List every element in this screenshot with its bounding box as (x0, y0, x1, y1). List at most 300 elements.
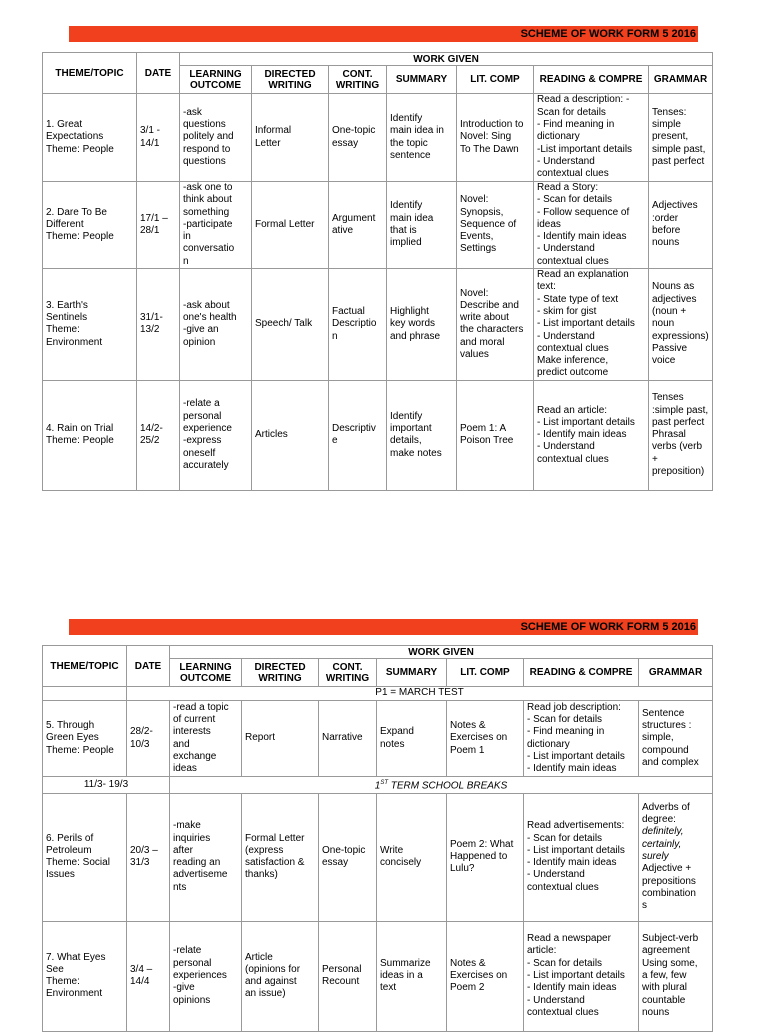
cell-lo (180, 380, 252, 490)
cell-line: concisely (380, 857, 422, 869)
cell-dw (252, 94, 329, 182)
cell-date (137, 269, 180, 381)
cell-line: simple, (642, 732, 674, 744)
cell-reading (524, 701, 639, 777)
cell-line: To The Dawn (460, 143, 519, 155)
cell-line: Environment (46, 336, 103, 348)
cell-line: - Identify main ideas (537, 231, 627, 243)
cell-line: Nouns as (652, 281, 695, 293)
cell-line: n (332, 330, 338, 342)
cell-line: Issues (46, 869, 75, 881)
cell-line: - List important details (537, 416, 635, 428)
cell-line: 6. Perils of (46, 832, 94, 844)
cell-line: and against (245, 976, 297, 988)
cell-lit (447, 701, 524, 777)
cell-line: -participate (183, 218, 233, 230)
cell-line: - List important details (527, 969, 625, 981)
cell-line: Read job description: (527, 701, 621, 713)
cell-line: text: (537, 281, 556, 293)
cell-line: definitely, (642, 826, 684, 838)
cell-line: thanks) (245, 869, 278, 881)
cell-line: personal (173, 957, 212, 969)
cell-lo (180, 269, 252, 381)
break-label (170, 777, 713, 794)
cell-line: - Understand (537, 330, 595, 342)
cell-line: ideas (537, 218, 561, 230)
cell-line: (express (245, 844, 284, 856)
cell-summary (387, 182, 457, 269)
cell-line: structures : (642, 720, 692, 732)
cell-line: Tenses (652, 392, 684, 404)
cell-grammar (649, 269, 713, 381)
cell-line: main idea in (390, 125, 444, 137)
cell-line: personal (183, 410, 222, 422)
cell-line: 28/2- (130, 726, 153, 738)
cell-summary (377, 701, 447, 777)
cell-line: present, (652, 131, 689, 143)
cell-reading (524, 793, 639, 921)
cell-line: expressions) (652, 330, 709, 342)
cell-line: dictionary (527, 738, 570, 750)
cell-reading (534, 182, 649, 269)
cell-line: interests (173, 726, 211, 738)
cell-line: 14/1 (140, 137, 160, 149)
cell-line: the topic (390, 137, 428, 149)
cell-line: contextual clues (537, 342, 609, 354)
cell-line: Adjective + (642, 863, 692, 875)
cell-line: -relate a (183, 398, 220, 410)
cell-line: One-topic (332, 125, 376, 137)
cell-line: sentence (390, 149, 431, 161)
cell-cw (319, 793, 377, 921)
cell-line: - skim for gist (537, 305, 597, 317)
cell-theme (43, 921, 127, 1031)
cell-line: compound (642, 744, 689, 756)
cell-lo (180, 182, 252, 269)
cell-date (137, 380, 180, 490)
cell-line: article: (527, 945, 557, 957)
cell-line: past perfect (652, 416, 705, 428)
cell-line: Phrasal (652, 429, 686, 441)
cell-line: politely and (183, 131, 234, 143)
cell-line: write about (460, 312, 509, 324)
cell-line: -ask one to (183, 182, 233, 193)
cell-lo (180, 94, 252, 182)
cell-line: ideas (173, 763, 197, 775)
cell-line: -make (173, 820, 201, 832)
cell-line: ideas in a (380, 969, 423, 981)
cell-line: Poem 1: A (460, 422, 507, 434)
cell-cw (329, 94, 387, 182)
cell-line: questions (183, 119, 226, 131)
scheme-table-2 (42, 645, 713, 1032)
cell-line: Identify (390, 410, 423, 422)
cell-line: - Scan for details (527, 832, 603, 844)
cell-line: 31/3 (130, 857, 150, 869)
cell-line: oneself (183, 447, 216, 459)
cell-line: Informal (255, 125, 292, 137)
cell-line: noun (652, 318, 675, 330)
cell-line: Different (46, 218, 84, 230)
cell-line: simple (652, 119, 681, 131)
cell-line: implied (390, 237, 422, 249)
cell-line: of current (173, 713, 216, 725)
cell-line: countable (642, 994, 686, 1006)
cell-line: after (173, 844, 194, 856)
cell-line: Green Eyes (46, 732, 99, 744)
break-label-text: TERM SCHOOL BREAKS (387, 780, 508, 792)
cell-line: 4. Rain on Trial (46, 422, 114, 434)
cell-grammar (649, 94, 713, 182)
cell-line: Theme: (46, 324, 80, 336)
header-summary: SUMMARY (387, 66, 457, 94)
cell-line: Speech/ Talk (255, 318, 313, 330)
cell-line: Tenses: (652, 106, 687, 118)
header-learning-outcome: LEARNING OUTCOME (180, 66, 252, 94)
cell-line: main idea (390, 212, 434, 224)
cell-line: Describe and (460, 299, 519, 311)
cell-line: nts (173, 881, 187, 893)
cell-line: Sentinels (46, 312, 88, 324)
cell-line: Events, (460, 231, 494, 243)
cell-line: values (460, 349, 489, 360)
cell-lit (447, 921, 524, 1031)
cell-line: s (642, 900, 647, 912)
cell-line: experiences (173, 969, 227, 981)
cell-line: - Understand (527, 869, 585, 881)
cell-line: Passive (652, 342, 688, 354)
cell-line: 20/3 – (130, 844, 158, 856)
cell-line: make notes (390, 447, 442, 459)
table-row (43, 921, 713, 1031)
cell-line: (noun + (652, 305, 687, 317)
cell-line: 31/1- (140, 312, 163, 324)
cell-date (127, 921, 170, 1031)
cell-line: contextual clues (537, 255, 609, 267)
cell-line: and moral (460, 336, 505, 348)
cell-line: -give (173, 982, 195, 994)
cell-line: Settings (460, 243, 497, 255)
cell-line: Report (245, 732, 276, 744)
cell-line: Theme: People (46, 744, 114, 756)
cell-line: Novel: (460, 194, 489, 206)
cell-grammar (639, 921, 713, 1031)
cell-line: details, (390, 435, 422, 447)
cell-line: Novel: Sing (460, 131, 512, 143)
cell-line: inquiries (173, 832, 211, 844)
banner-title: SCHEME OF WORK FORM 5 2016 (69, 619, 698, 635)
cell-date (127, 793, 170, 921)
cell-line: and (173, 738, 190, 750)
cell-line: - Find meaning in (527, 726, 605, 738)
cell-line: -relate (173, 945, 202, 957)
cell-line: Notes & (450, 720, 486, 732)
table-row (43, 269, 713, 381)
cell-line: Argument (332, 212, 376, 224)
cell-line: Theme: People (46, 435, 114, 447)
cell-line: Personal (322, 963, 362, 975)
cell-line: -List important details (537, 143, 633, 155)
cell-line: notes (380, 738, 405, 750)
cell-line: - Scan for details (537, 194, 613, 206)
cell-reading (534, 269, 649, 381)
header-date: DATE (127, 646, 170, 687)
scheme-table-1 (42, 52, 713, 491)
cell-line: reading an (173, 857, 221, 869)
cell-line: dictionary (537, 131, 580, 143)
cell-date (137, 182, 180, 269)
cell-line: Using some, (642, 957, 698, 969)
cell-dw (242, 793, 319, 921)
cell-line: Poison Tree (460, 435, 514, 447)
cell-line: Narrative (322, 732, 363, 744)
cell-lit (457, 269, 534, 381)
cell-line: Poem 2 (450, 982, 485, 994)
cell-line: essay (322, 857, 349, 869)
cell-line: opinions (173, 994, 211, 1006)
cell-line: - List important details (527, 750, 625, 762)
cell-line: Sentence (642, 707, 685, 719)
cell-line: 2. Dare To Be (46, 206, 107, 218)
cell-line: text (380, 982, 397, 994)
cell-line: important (390, 422, 432, 434)
cell-grammar (649, 182, 713, 269)
header-cont-writing: CONT. WRITING (329, 66, 387, 94)
cell-line: respond to (183, 143, 231, 155)
cell-line: Read an article: (537, 404, 608, 416)
term-break-row (43, 777, 713, 794)
cell-cw (319, 701, 377, 777)
cell-line: -read a topic (173, 701, 229, 713)
cell-line: contextual clues (527, 1006, 599, 1018)
header-reading-compre: READING & COMPRE (524, 659, 639, 687)
cell-line: - Understand (537, 155, 595, 167)
cell-line: 3/1 - (140, 125, 161, 137)
cell-line: - List important details (537, 318, 635, 330)
cell-grammar (639, 701, 713, 777)
cell-line: past perfect (652, 155, 705, 167)
cell-line: - State type of text (537, 293, 619, 305)
break-label-suffix: ST (380, 780, 388, 786)
cell-line: with plural (642, 982, 688, 994)
header-theme: THEME/TOPIC (43, 646, 127, 687)
cell-cw (319, 921, 377, 1031)
cell-line: contextual clues (537, 453, 609, 465)
cell-line: Read a newspaper (527, 933, 611, 945)
cell-summary (387, 269, 457, 381)
cell-line: verbs (verb (652, 441, 703, 453)
cell-line: -ask about (183, 299, 230, 311)
cell-line: - Find meaning in (537, 119, 615, 131)
cell-lit (457, 94, 534, 182)
banner-title: SCHEME OF WORK FORM 5 2016 (69, 26, 698, 42)
cell-line: Expectations (46, 131, 104, 143)
cell-line: -express (183, 435, 222, 447)
cell-dw (242, 701, 319, 777)
cell-line: conversatio (183, 243, 235, 255)
header-lit-comp: LIT. COMP (457, 66, 534, 94)
cell-line: 1. Great (46, 119, 83, 131)
cell-line: 17/1 – (140, 212, 168, 224)
cell-dw (242, 921, 319, 1031)
cell-line: Make inference, (537, 355, 609, 367)
cell-date (137, 94, 180, 182)
p1-test-row (43, 687, 713, 701)
cell-line: Theme: People (46, 143, 114, 155)
cell-line: nouns (642, 1006, 670, 1018)
cell-line: surely (642, 850, 669, 862)
cell-line: questions (183, 155, 226, 167)
cell-line: Formal Letter (245, 832, 305, 844)
cell-line: Poem 2: What (450, 838, 514, 850)
cell-line: Poem 1 (450, 744, 485, 756)
cell-cw (329, 182, 387, 269)
cell-line: Introduction to (460, 119, 524, 131)
cell-line: n (183, 255, 189, 267)
cell-line: degree: (642, 814, 676, 826)
cell-cw (329, 269, 387, 381)
cell-line: think about (183, 194, 232, 206)
cell-line: satisfaction & (245, 857, 305, 869)
cell-grammar (639, 793, 713, 921)
cell-line: the characters (460, 324, 524, 336)
cell-line: - Understand (537, 441, 595, 453)
cell-line: Recount (322, 976, 360, 988)
cell-date (127, 701, 170, 777)
cell-line: Scan for details (537, 106, 606, 118)
cell-line: - Scan for details (527, 713, 603, 725)
cell-summary (377, 793, 447, 921)
cell-line: Factual (332, 305, 365, 317)
cell-line: Happened to (450, 850, 508, 862)
table-row (43, 94, 713, 182)
cell-theme (43, 701, 127, 777)
cell-line: adjectives (652, 293, 697, 305)
cell-line: Novel: (460, 287, 489, 299)
cell-line: 14/4 (130, 976, 150, 988)
cell-theme (43, 94, 137, 182)
cell-lo (170, 921, 242, 1031)
cell-line: voice (652, 355, 676, 367)
header-grammar: GRAMMAR (649, 66, 713, 94)
cell-theme (43, 182, 137, 269)
cell-line: simple past, (652, 143, 706, 155)
cell-line: Adverbs of (642, 801, 690, 813)
cell-line: 3/4 – (130, 963, 153, 975)
cell-line: agreement (642, 945, 690, 957)
cell-line: + (652, 453, 658, 465)
cell-line: 7. What Eyes (46, 951, 106, 963)
cell-line: that is (390, 225, 417, 237)
cell-line: essay (332, 137, 359, 149)
table-row (43, 380, 713, 490)
cell-line: exchange (173, 750, 217, 762)
header-learning-outcome: LEARNING OUTCOME (170, 659, 242, 687)
header-work-given: WORK GIVEN (170, 646, 713, 659)
header-summary: SUMMARY (377, 659, 447, 687)
cell-summary (387, 94, 457, 182)
cell-line: prepositions (642, 875, 696, 887)
cell-line: Article (245, 951, 273, 963)
cell-line: - Understand (537, 243, 595, 255)
cell-line: ative (332, 225, 354, 237)
cell-line: Sequence of (460, 218, 517, 230)
header-reading-compre: READING & COMPRE (534, 66, 649, 94)
cell-line: Lulu? (450, 863, 475, 875)
header-lit-comp: LIT. COMP (447, 659, 524, 687)
cell-line: - Identify main ideas (527, 763, 617, 775)
cell-line: Read an explanation (537, 269, 629, 281)
cell-line: 5. Through (46, 720, 95, 732)
cell-line: predict outcome (537, 367, 609, 379)
cell-line: Read advertisements: (527, 820, 625, 832)
cell-summary (387, 380, 457, 490)
cell-line: contextual clues (527, 881, 599, 893)
cell-line: accurately (183, 459, 229, 471)
cell-line: Exercises on (450, 969, 508, 981)
cell-line: - Understand (527, 994, 585, 1006)
cell-line: nouns (652, 237, 680, 249)
cell-theme (43, 380, 137, 490)
break-date: 11/3- 19/3 (43, 777, 170, 794)
cell-line: and phrase (390, 330, 441, 342)
cell-line: certainly, (642, 838, 682, 850)
p1-test-label: P1 = MARCH TEST (127, 687, 713, 701)
cell-line: 14/2- (140, 422, 163, 434)
cell-line: Descriptio (332, 318, 377, 330)
cell-line: Theme: People (46, 231, 114, 243)
cell-line: 13/2 (140, 324, 160, 336)
cell-line: key words (390, 318, 436, 330)
cell-lit (457, 182, 534, 269)
cell-line: 28/1 (140, 225, 160, 237)
cell-line: combination (642, 887, 696, 899)
cell-line: Highlight (390, 305, 429, 317)
table-row (43, 701, 713, 777)
cell-line: (opinions for (245, 963, 301, 975)
cell-line: something (183, 206, 230, 218)
cell-line: Articles (255, 429, 288, 441)
cell-line: one's health (183, 312, 237, 324)
header-grammar: GRAMMAR (639, 659, 713, 687)
header-work-given: WORK GIVEN (180, 53, 713, 66)
cell-line: Theme: Social (46, 857, 110, 869)
cell-lit (447, 793, 524, 921)
table-row (43, 793, 713, 921)
cell-reading (524, 921, 639, 1031)
cell-line: :order before (652, 212, 681, 237)
cell-lo (170, 701, 242, 777)
cell-cw (329, 380, 387, 490)
header-directed-writing: DIRECTED WRITING (252, 66, 329, 94)
cell-line: 25/2 (140, 435, 160, 447)
cell-line: e (332, 435, 338, 447)
cell-line: preposition) (652, 465, 705, 477)
table-row (43, 182, 713, 269)
cell-line: -ask (183, 106, 202, 118)
cell-line: Identify (390, 112, 423, 124)
cell-line: and complex (642, 756, 699, 768)
cell-line: :simple past, (652, 404, 709, 416)
header-date: DATE (137, 53, 180, 94)
cell-line: Read a description: - (537, 94, 630, 106)
cell-line: contextual clues (537, 168, 609, 180)
header-cont-writing: CONT. WRITING (319, 659, 377, 687)
cell-line: 3. Earth's (46, 299, 88, 311)
cell-line: - Identify main ideas (537, 429, 627, 441)
cell-line: - Identify main ideas (527, 982, 617, 994)
cell-line: Identify (390, 200, 423, 212)
